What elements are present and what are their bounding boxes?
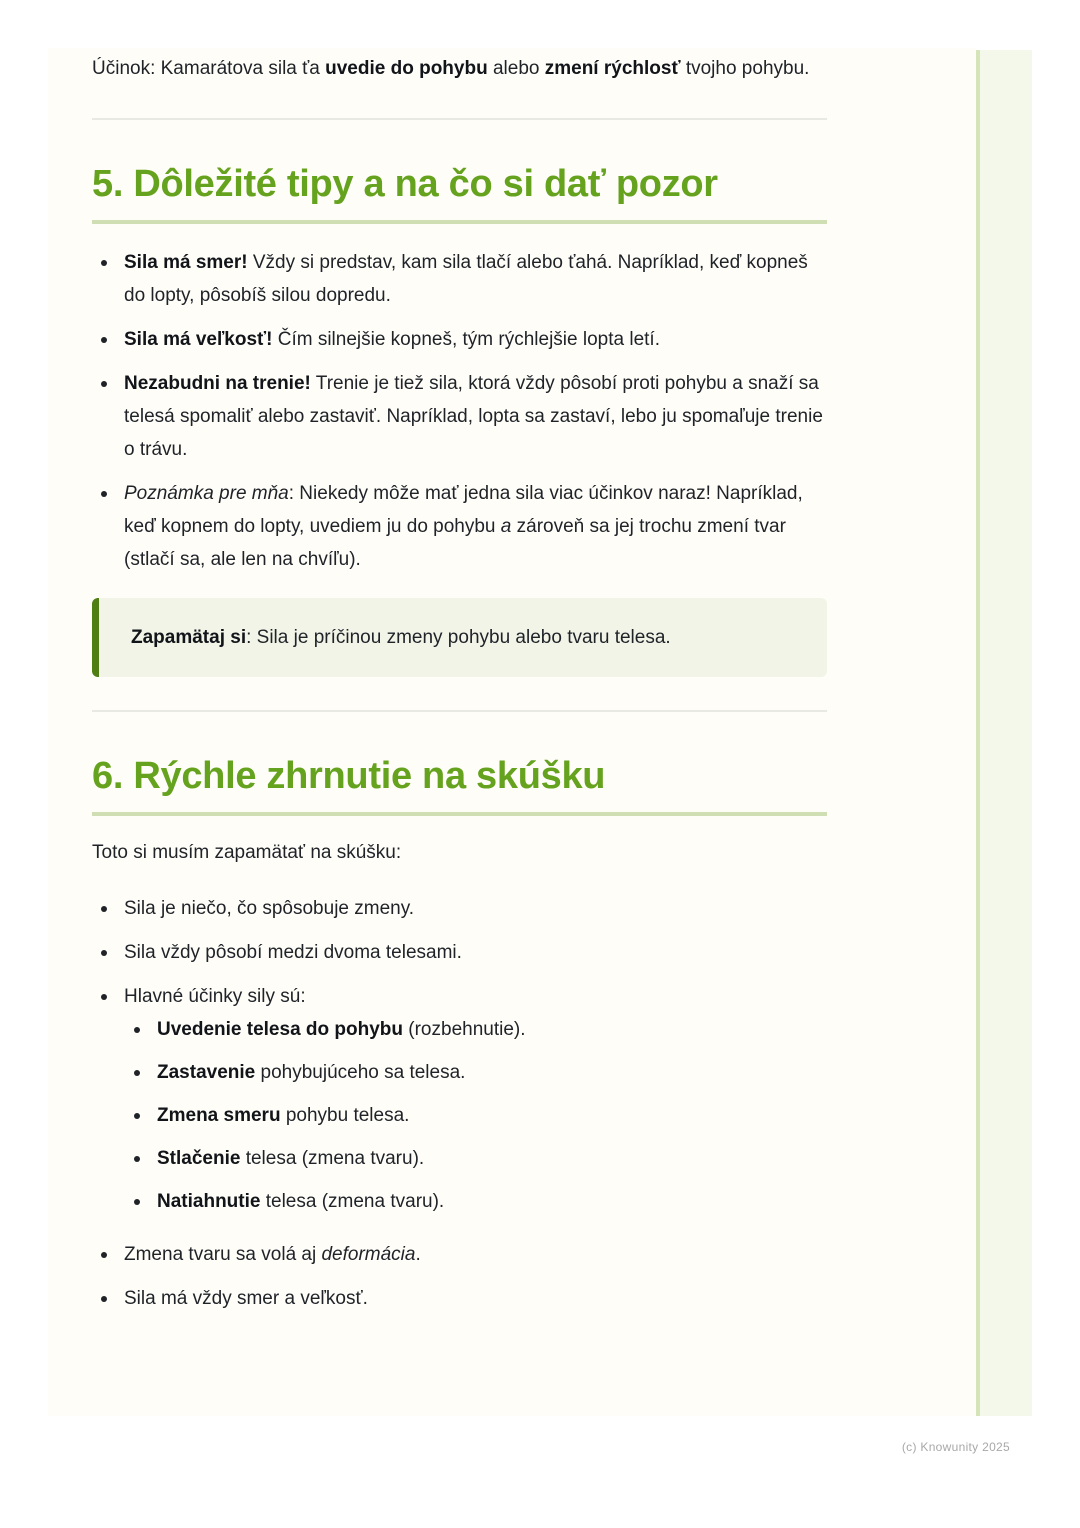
text: telesa (zmena tvaru). (240, 1148, 425, 1169)
text: (rozbehnutie). (403, 1019, 526, 1040)
text: zároveň sa jej trochu zmení tvar (stlačí sa, ale len na chvíľu). (124, 516, 786, 570)
list-item (124, 1238, 827, 1271)
section-heading-summary: 6. Rýchle zhrnutie na skúšku (92, 752, 827, 816)
bold-text: zmení rýchlosť (544, 58, 681, 79)
summary-intro: Toto si musím zapamätať na skúšku: (92, 842, 402, 863)
italic-text: Poznámka pre mňa (124, 483, 289, 504)
list-item-note (124, 477, 827, 576)
list-item: Sila vždy pôsobí medzi dvoma telesami. (124, 936, 827, 969)
text: Účinok: Kamarátova sila ťa (92, 58, 326, 79)
text: Hlavné účinky sily sú: (124, 986, 306, 1007)
list-item (157, 1013, 827, 1046)
text: Trenie je tiež sila, ktorá vždy pôsobí proti pohybu a snaží sa telesá spomaliť alebo zastaviť. Napríklad, lopta sa zastaví, lebo ju spomaľuje trenie o trávu. (124, 373, 823, 460)
list-item (124, 246, 827, 312)
bold-text: Uvedenie telesa do pohybu (157, 1019, 403, 1040)
callout-label: Zapamätaj si (131, 627, 247, 648)
bold-text: Zastavenie (157, 1062, 256, 1083)
callout-text: : Sila je príčinou zmeny pohybu alebo tvaru telesa. (246, 627, 671, 648)
bold-text: Sila má veľkosť! (124, 329, 273, 350)
remember-callout (92, 598, 827, 677)
text: telesa (zmena tvaru). (260, 1191, 445, 1212)
text: Vždy si predstav, kam sila tlačí alebo ťahá. Napríklad, keď kopneš do lopty, pôsobíš silou dopredu. (124, 252, 808, 306)
section-divider (92, 710, 827, 712)
list-item (124, 323, 827, 356)
effects-sublist (124, 1013, 827, 1218)
bold-text: uvedie do pohybu (325, 58, 488, 79)
text: pohybu telesa. (280, 1105, 410, 1126)
text: : Niekedy môže mať jedna sila viac účinkov naraz! Napríklad, keď kopnem do lopty, uvediem ju do pohybu (124, 483, 803, 537)
bold-text: Natiahnutie (157, 1191, 261, 1212)
tips-list (92, 246, 827, 576)
text: tvojho pohybu. (680, 58, 810, 79)
text: alebo (487, 58, 545, 79)
effect-paragraph (92, 52, 827, 85)
list-item (124, 367, 827, 466)
list-item: Sila je niečo, čo spôsobuje zmeny. (124, 892, 827, 925)
list-item (157, 1099, 827, 1132)
copyright-footer: (c) Knowunity 2025 (901, 1440, 1010, 1454)
section-divider (92, 118, 827, 120)
document-content (92, 52, 827, 1326)
summary-list (92, 892, 827, 1315)
section-heading-tips: 5. Dôležité tipy a na čo si dať pozor (92, 160, 827, 224)
list-item-effects (124, 980, 827, 1218)
text: . (415, 1244, 421, 1265)
bold-text: Sila má smer! (124, 252, 248, 273)
bold-text: Zmena smeru (157, 1105, 281, 1126)
list-item (157, 1185, 827, 1218)
italic-text: deformácia (321, 1244, 416, 1265)
side-decoration-strip (976, 50, 1032, 1416)
bold-text: Nezabudni na trenie! (124, 373, 311, 394)
italic-text: a (500, 516, 512, 537)
text: Zmena tvaru sa volá aj (124, 1244, 322, 1265)
bold-text: Stlačenie (157, 1148, 241, 1169)
list-item (157, 1142, 827, 1175)
list-item: Sila má vždy smer a veľkosť. (124, 1282, 827, 1315)
text: Čím silnejšie kopneš, tým rýchlejšie lopta letí. (272, 329, 660, 350)
list-item (157, 1056, 827, 1089)
text: pohybujúceho sa telesa. (255, 1062, 466, 1083)
